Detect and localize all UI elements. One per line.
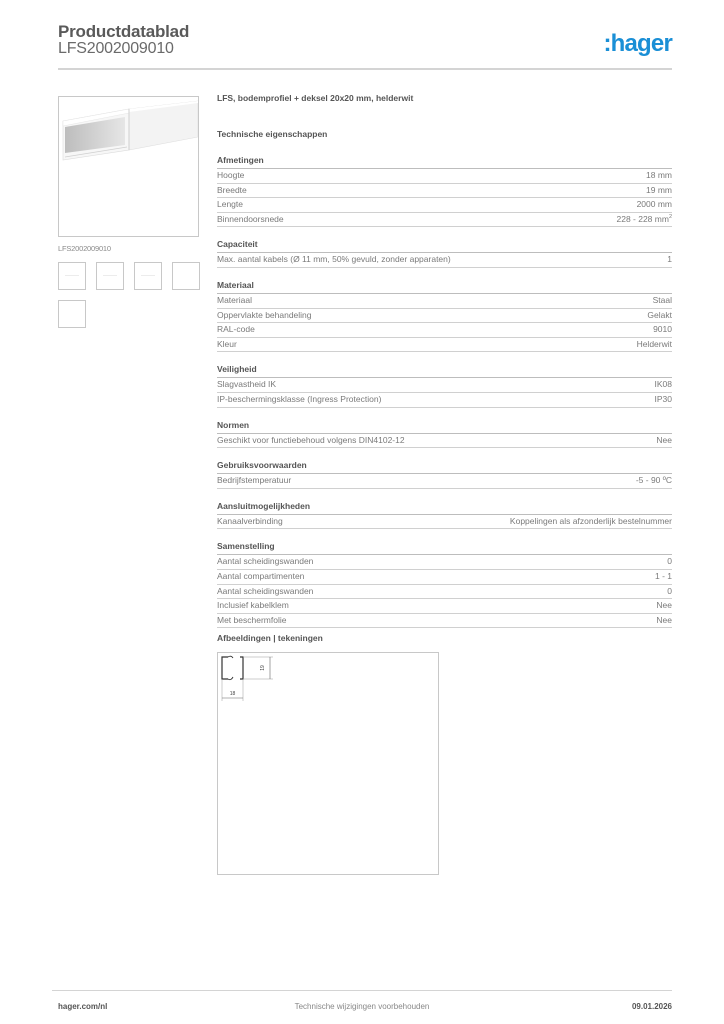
spec-label: Materiaal — [217, 294, 252, 305]
spec-value: Koppelingen als afzonderlijk bestelnummer — [509, 515, 672, 526]
spec-value: Gelakt — [647, 309, 672, 320]
spec-value: Nee — [656, 600, 672, 611]
spec-row — [217, 184, 672, 199]
thumbnail-placeholder — [141, 275, 155, 276]
spec-label: RAL-code — [217, 324, 255, 335]
spec-row — [217, 434, 672, 449]
image-caption: LFS2002009010 — [58, 244, 111, 253]
document-title: Productdatablad — [58, 22, 190, 41]
spec-row — [217, 294, 672, 309]
spec-label: Met beschermfolie — [217, 614, 287, 625]
spec-value: 9010 — [653, 324, 672, 335]
spec-value-text: 228 - 228 mm — [616, 213, 669, 224]
spec-label: Breedte — [217, 184, 247, 195]
spec-value — [616, 213, 672, 227]
spec-row — [217, 213, 672, 228]
thumbnail-placeholder — [103, 275, 117, 276]
cable-trunking-illustration — [59, 97, 198, 236]
product-image[interactable] — [58, 96, 199, 237]
spec-row — [217, 169, 672, 184]
spec-label: Aantal scheidingswanden — [217, 556, 314, 567]
website-link[interactable]: hager.com/nl — [58, 1002, 108, 1011]
technical-drawing[interactable] — [217, 652, 439, 875]
spec-label: Binnendoorsnede — [217, 213, 284, 224]
spec-label: Slagvastheid IK — [217, 379, 277, 390]
spec-row — [217, 323, 672, 338]
section-title: Capaciteit — [217, 239, 672, 253]
spec-value: Staal — [652, 294, 672, 305]
page-header — [58, 22, 672, 70]
spec-label: Bedrijfstemperatuur — [217, 475, 292, 486]
product-code: LFS2002009010 — [58, 40, 174, 57]
section-capacity — [217, 239, 672, 268]
superscript: 2 — [668, 213, 672, 220]
thumbnail-4[interactable] — [172, 262, 200, 290]
spec-label: Inclusief kabelklem — [217, 600, 289, 611]
spec-label: Aantal compartimenten — [217, 570, 305, 581]
spec-value: 0 — [667, 585, 672, 596]
spec-row — [217, 198, 672, 213]
spec-row — [217, 253, 672, 268]
thumbnail-3[interactable] — [134, 262, 162, 290]
section-title: Aansluitmogelijkheden — [217, 501, 672, 515]
section-title: Samenstelling — [217, 541, 672, 555]
spec-value: 19 mm — [646, 184, 672, 195]
footer-divider — [52, 990, 672, 991]
spec-row — [217, 338, 672, 353]
spec-label: Geschikt voor functiebehoud volgens DIN4102-12 — [217, 434, 405, 445]
height-dimension: 19 — [260, 665, 266, 671]
spec-label: Lengte — [217, 199, 243, 210]
spec-value: IP30 — [654, 393, 672, 404]
section-title: Materiaal — [217, 280, 672, 294]
spec-row — [217, 599, 672, 614]
thumbnail-2[interactable] — [96, 262, 124, 290]
section-title: Normen — [217, 420, 672, 434]
spec-row — [217, 378, 672, 393]
section-title: Veiligheid — [217, 364, 672, 378]
thumbnail-placeholder — [65, 275, 79, 276]
spec-row — [217, 515, 672, 530]
spec-row — [217, 614, 672, 629]
section-title: Gebruiksvoorwaarden — [217, 460, 672, 474]
spec-row — [217, 585, 672, 600]
spec-value: 1 - 1 — [654, 570, 672, 581]
spec-value: Helderwit — [636, 338, 672, 349]
spec-value: 2000 mm — [636, 199, 672, 210]
thumbnail-1[interactable] — [58, 262, 86, 290]
spec-value: 0 — [667, 556, 672, 567]
spec-label: Oppervlakte behandeling — [217, 309, 312, 320]
spec-value: Nee — [656, 614, 672, 625]
spec-row — [217, 570, 672, 585]
spec-row — [217, 393, 672, 408]
technical-properties-heading: Technische eigenschappen — [217, 129, 328, 139]
hager-logo: :hager — [603, 30, 672, 57]
spec-value: 18 mm — [646, 170, 672, 180]
spec-label: Max. aantal kabels (Ø 11 mm, 50% gevuld, zonder apparaten) — [217, 254, 451, 265]
section-connection-options — [217, 501, 672, 530]
spec-value: Nee — [656, 434, 672, 445]
spec-label: Kanaalverbinding — [217, 515, 283, 526]
spec-label: Hoogte — [217, 170, 245, 180]
spec-row — [217, 474, 672, 489]
width-dimension: 18 — [229, 691, 236, 697]
spec-value: IK08 — [654, 379, 672, 390]
spec-row — [217, 309, 672, 324]
section-material — [217, 280, 672, 352]
spec-label: IP-beschermingsklasse (Ingress Protection) — [217, 393, 382, 404]
section-safety — [217, 364, 672, 407]
cross-section-drawing — [218, 653, 438, 874]
product-description: LFS, bodemprofiel + deksel 20x20 mm, helderwit — [217, 93, 414, 103]
spec-label: Aantal scheidingswanden — [217, 585, 314, 596]
spec-row — [217, 555, 672, 570]
section-standards — [217, 420, 672, 449]
spec-value: -5 - 90 ºC — [635, 475, 672, 486]
drawings-heading: Afbeeldingen | tekeningen — [217, 633, 323, 643]
spec-label: Kleur — [217, 338, 237, 349]
section-title: Afmetingen — [217, 155, 672, 169]
header-divider — [58, 68, 672, 70]
section-dimensions — [217, 155, 672, 227]
specifications — [217, 93, 672, 628]
thumbnail-5[interactable] — [58, 300, 86, 328]
spec-value: 1 — [667, 254, 672, 265]
section-usage-conditions — [217, 460, 672, 489]
section-composition — [217, 541, 672, 628]
disclaimer: Technische wijzigingen voorbehouden — [294, 1002, 430, 1011]
document-date: 09.01.2026 — [631, 1002, 672, 1011]
